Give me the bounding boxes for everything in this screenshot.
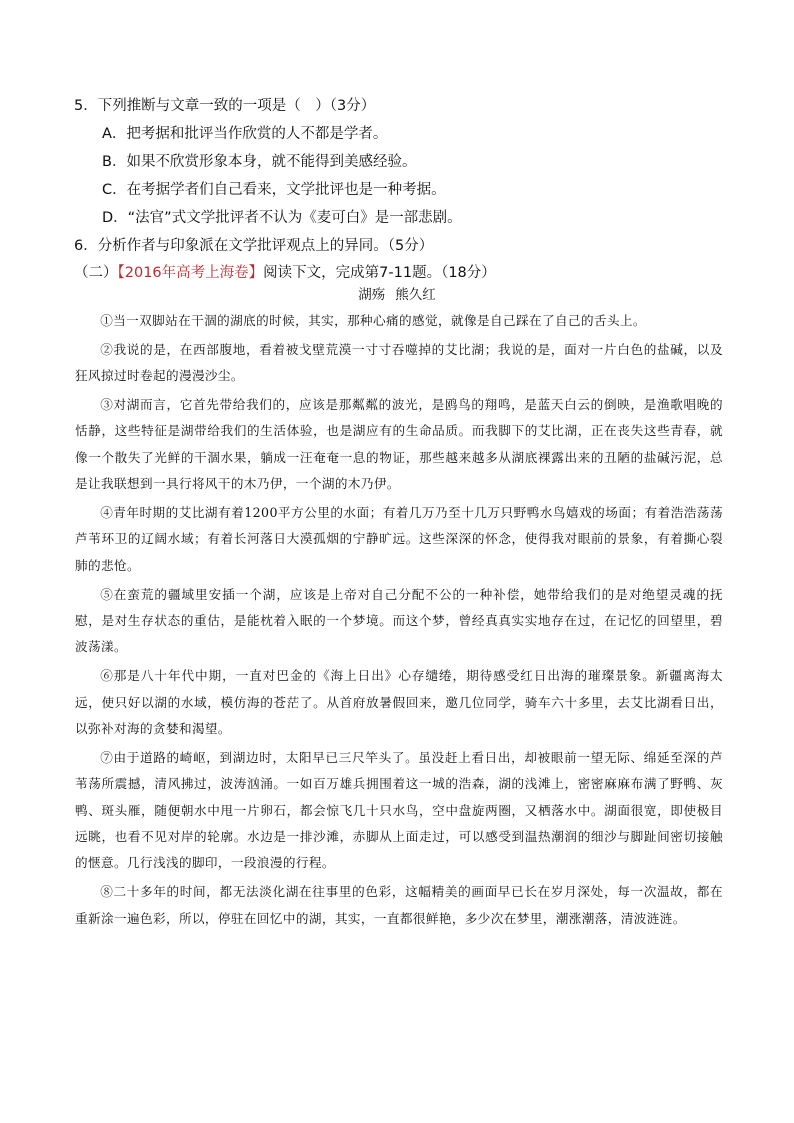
- question-5-option-d: D．“法官”式文学批评者不认为《麦可白》是一部悲剧。: [102, 210, 462, 226]
- essay-paragraph-5: ⑤在蛮荒的疆域里安插一个湖，应该是上帝对自己分配不公的一种补偿，她带给我们的是对绝望灵魂的抚慰，是对生存状态的重估，是能枕着入眠的一个梦境。而这个梦，曾经真真实实地存在过，在记忆的回望里，碧波荡漾。: [75, 586, 723, 655]
- essay-title: 湖殇: [358, 287, 386, 303]
- section-prefix: （二）: [74, 265, 118, 281]
- essay-body: [75, 308, 723, 934]
- section-instruction: 阅读下文，完成第7-11题。（18分）: [263, 265, 496, 281]
- section-source: 【2016年高考上海卷】: [117, 265, 264, 281]
- question-5-option-b: B．如果不欣赏形象本身，就不能得到美感经验。: [102, 154, 417, 170]
- essay-paragraph-6: ⑥那是八十年代中期，一直对巴金的《海上日出》心存缱绻，期待感受红日出海的璀璨景象。新疆离海太远，使只好以湖的水域，模仿海的苍茫了。从首府放暑假回来，邀几位同学，骑车六十多里，去艾比湖看日出，以弥补对海的贪婪和渴望。: [75, 668, 723, 737]
- question-5-option-a: A．把考据和批评当作欣赏的人不都是学者。: [102, 126, 388, 142]
- essay-paragraph-1: ①当一双脚站在干涸的湖底的时候，其实，那种心痛的感觉，就像是自己踩在了自己的舌头上。: [100, 313, 646, 328]
- question-5-stem: 5．下列推断与文章一致的一项是（ ）（3分）: [74, 98, 376, 114]
- question-5-option-c: C．在考据学者们自己看来，文学批评也是一种考据。: [102, 182, 446, 198]
- essay-paragraph-7: ⑦由于道路的崎岖，到湖边时，太阳早已三尺竿头了。虽没赶上看日出，却被眼前一望无际、绵延至深的芦苇荡所震撼，清风拂过，波涛汹涌。一如百万雄兵拥围着这一城的浩森，湖的浅滩上，密密麻麻布满了野鸭、灰鸭、斑头雁，随便朝水中甩一片卵石，都会惊飞几十只水鸟，空中盘旋两圈，又栖落水中。湖面很宽，即使极目远眺，也看不见对岸的轮廓。水边是一排沙滩，赤脚从上面走过，可以感受到温热潮润的细沙与脚趾间密切接触的惬意。几行浅浅的脚印，一段浪漫的行程。: [75, 749, 723, 871]
- essay-paragraph-4: ④青年时期的艾比湖有着1200平方公里的水面；有着几万乃至十几万只野鸭水鸟嬉戏的场面；有着浩浩荡荡芦苇环卫的辽阔水域；有着长河落日大漠孤烟的宁静旷远。这些深深的怀念，使得我对眼前的景象，有着撕心裂肺的悲怆。: [75, 505, 723, 573]
- essay-paragraph-2: ②我说的是，在西部腹地，看着被戈壁荒漠一寸寸吞噬掉的艾比湖；我说的是，面对一片白色的盐碱，以及狂风掠过时卷起的漫漫沙尘。: [75, 341, 723, 384]
- question-6-stem: 6．分析作者与印象派在文学批评观点上的异同。（5分）: [74, 238, 434, 254]
- question-block: [74, 92, 754, 260]
- essay-title-line: [0, 284, 794, 306]
- section-heading: [74, 260, 774, 286]
- essay-paragraph-3: ③对湖而言，它首先带给我们的，应该是那粼粼的波光，是鸥鸟的翔鸣，是蓝天白云的倒映，是渔歌唱晚的恬静，这些特征是湖带给我们的生活体验，也是湖应有的生命品质。而我脚下的艾比湖，正在丧失这些青春，就像一个散失了光鲜的干涸水果，躺成一汪奄奄一息的物证，那些越来越多从湖底裸露出来的丑陋的盐碱污泥，总是让我联想到一具行将风干的木乃伊，一个湖的木乃伊。: [75, 397, 723, 492]
- essay-paragraph-8: ⑧二十多年的时间，都无法淡化湖在往事里的色彩，这幅精美的画面早已长在岁月深处，每一次温故，都在重新涂一遍色彩，所以，停驻在回忆中的湖，其实，一直都很鲜艳，多少次在梦里，潮涨潮落，清波涟涟。: [75, 884, 723, 926]
- essay-author: 熊久红: [395, 287, 436, 303]
